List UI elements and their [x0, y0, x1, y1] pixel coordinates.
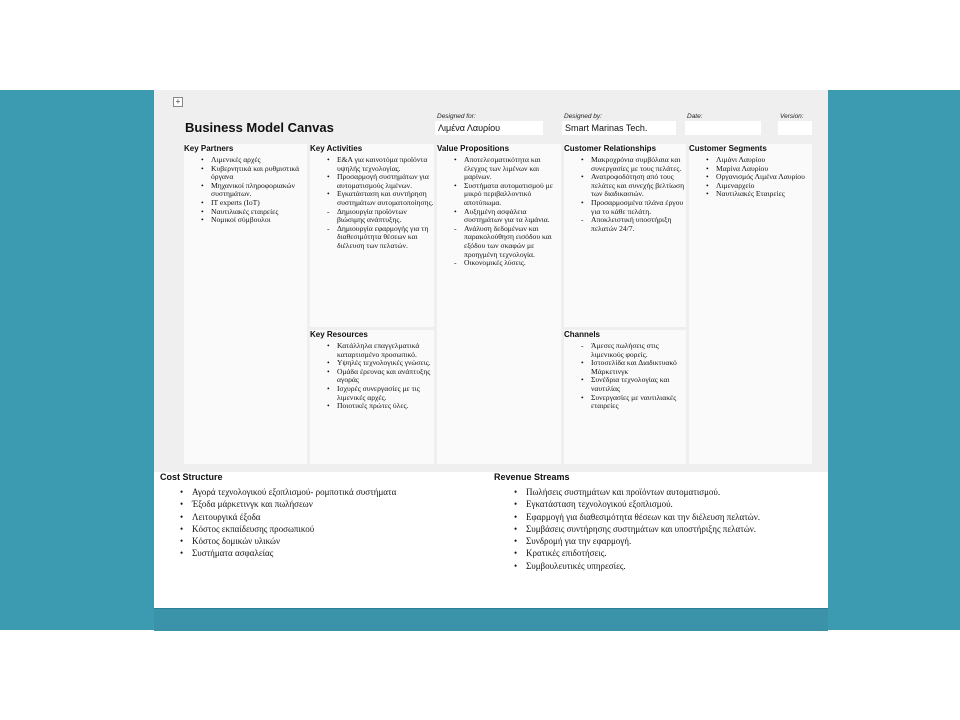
list-item: • Μαρίνα Λαυρίου [716, 165, 812, 174]
channels-title: Channels [564, 330, 601, 339]
list-item: • Προσαρμοσμένα πλάνα έργου για το κάθε πελάτη. [591, 199, 686, 216]
list-item: - Δημιουργία προϊόντων βιώσιμης ανάπτυξης. [337, 208, 434, 225]
designed-for-field[interactable]: Λιμένα Λαυρίου [435, 121, 543, 135]
cost-structure-title: Cost Structure [160, 472, 223, 482]
list-item: • Ε&Α για καινοτόμα προϊόντα υψηλής τεχνολογίας. [337, 156, 434, 173]
list-item: • Συστήματα ασφαλείας [192, 547, 488, 559]
list-item: • Συμβουλευτικές υπηρεσίες. [526, 560, 824, 572]
list-item: • Μακροχρόνια συμβόλαια και συνεργασίες με τους πελάτες. [591, 156, 686, 173]
date-label: Date: [687, 113, 703, 120]
designed-by-label: Designed by: [564, 113, 602, 120]
version-field[interactable] [778, 121, 812, 135]
list-item: - Δημιουργία εφαρμογής για τη διαθεσιμότητα θέσεων και διέλευση των πελατών. [337, 225, 434, 251]
version-label: Version: [780, 113, 804, 120]
list-item: - Αποκλειστική υποστήριξη πελατών 24/7. [591, 216, 686, 233]
list-item: • Συμβάσεις συντήρησης συστημάτων και υποστήριξης πελατών. [526, 523, 824, 535]
key-partners-list [184, 156, 307, 225]
list-item: • Ποιοτικές πρώτες ύλες. [337, 402, 434, 411]
business-model-canvas-sheet [154, 90, 828, 608]
channels-list [564, 342, 686, 411]
list-item: • Κυβερνητικά και ρυθμιστικά όργανα [211, 165, 307, 182]
list-item: • Ιστοσελίδα και Διαδικτυακό Μάρκετινγκ [591, 359, 686, 376]
customer-segments-block [689, 144, 812, 464]
list-item: • Αποτελεσματικότητα και έλεγχος των λιμένων και μαρίνων. [464, 156, 561, 182]
list-item: • Μηχανικοί πληροφοριακών συστημάτων. [211, 182, 307, 199]
designed-by-field[interactable]: Smart Marinas Tech. [562, 121, 676, 135]
key-activities-title: Key Activities [310, 144, 363, 153]
list-item: • Ισχυρές συνεργασίες με τις λιμενικές αρχές. [337, 385, 434, 402]
list-item: - Άμεσες πωλήσεις στις λιμενικούς φορείς. [591, 342, 686, 359]
list-item: • Κατάλληλα επαγγελματικά καταρτισμένο προσωπικό. [337, 342, 434, 359]
list-item: • Λιμενικές αρχές [211, 156, 307, 165]
key-activities-list [310, 156, 434, 251]
list-item: • Εγκατάσταση και συντήρηση συστημάτων αυτοματοποίησης. [337, 190, 434, 207]
list-item: - Ανάλυση δεδομένων και παρακολούθηση εισόδου και εξόδου των σκαφών με προηγμένη τεχνολογία. [464, 225, 561, 259]
list-item: • Νομικοί σύμβουλοι [211, 216, 307, 225]
list-item: • Έξοδα μάρκετινγκ και πωλήσεων [192, 498, 488, 510]
list-item: • Συνδρομή για την εφαρμογή. [526, 535, 824, 547]
revenue-streams-list [494, 486, 824, 572]
list-item: • Κρατικές επιδοτήσεις. [526, 547, 824, 559]
list-item: • Κόστος εκπαίδευσης προσωπικού [192, 523, 488, 535]
list-item: • Συνεργασίες με ναυτιλιακές εταιρείες [591, 394, 686, 411]
list-item: • Αυξημένη ασφάλεια συστημάτων για τα λιμάνια. [464, 208, 561, 225]
value-propositions-title: Value Propositions [437, 144, 510, 153]
designed-for-label: Designed for: [437, 113, 476, 120]
value-propositions-block [437, 144, 561, 464]
value-propositions-list [437, 156, 561, 268]
list-item: • Οργανισμός Λιμένα Λαυρίου [716, 173, 812, 182]
list-item: • Λειτουργικά έξοδα [192, 511, 488, 523]
key-activities-block [310, 144, 434, 327]
list-item: • Ναυτιλιακές εταιρείες [211, 208, 307, 217]
list-item: • Συνέδρια τεχνολογίας και ναυτιλίας [591, 376, 686, 393]
expand-box-icon[interactable]: + [173, 97, 183, 107]
list-item: • Εγκατάσταση τεχνολογικού εξοπλισμού. [526, 498, 824, 510]
list-item: • IT experts (IoT) [211, 199, 307, 208]
customer-relationships-block [564, 144, 686, 327]
revenue-streams-title: Revenue Streams [494, 472, 570, 482]
list-item: • Λιμάνι Λαυρίου [716, 156, 812, 165]
key-resources-block [310, 330, 434, 464]
list-item: • Αγορά τεχνολογικού εξοπλισμού- ρομποτικά συστήματα [192, 486, 488, 498]
cost-structure-list [160, 486, 488, 560]
list-item: - Οικονομικές λύσεις. [464, 259, 561, 268]
list-item: • Συστήματα αυτοματισμού με μικρό περιβαλλοντικό αποτύπωμα. [464, 182, 561, 208]
list-item: • Εφαρμογή για διαθεσιμότητα θέσεων και την διέλευση πελατών. [526, 511, 824, 523]
list-item: • Προσαρμογή συστημάτων για αυτοματισμούς λιμένων. [337, 173, 434, 190]
customer-segments-title: Customer Segments [689, 144, 767, 153]
key-resources-title: Key Resources [310, 330, 368, 339]
customer-relationships-list [564, 156, 686, 233]
list-item: • Κόστος δομικών υλικών [192, 535, 488, 547]
list-item: • Υψηλές τεχνολογικές γνώσεις. [337, 359, 434, 368]
cost-structure-block [160, 472, 488, 608]
list-item: • Πωλήσεις συστημάτων και προϊόντων αυτοματισμού. [526, 486, 824, 498]
list-item: • Ομάδα έρευνας και ανάπτυξης αγοράς [337, 368, 434, 385]
revenue-streams-block [494, 472, 824, 608]
key-partners-title: Key Partners [184, 144, 234, 153]
key-resources-list [310, 342, 434, 411]
list-item: • Λιμεναρχείο [716, 182, 812, 191]
customer-relationships-title: Customer Relationships [564, 144, 657, 153]
customer-segments-list [689, 156, 812, 199]
channels-block [564, 330, 686, 464]
date-field[interactable] [685, 121, 761, 135]
list-item: • Ανατροφοδότηση από τους πελάτες και συνεχής βελτίωση των διαδικασιών. [591, 173, 686, 199]
key-partners-block [184, 144, 307, 464]
list-item: • Ναυτιλιακές Εταιρείες [716, 190, 812, 199]
canvas-title: Business Model Canvas [185, 120, 334, 135]
slide-footer-strip [154, 608, 828, 631]
